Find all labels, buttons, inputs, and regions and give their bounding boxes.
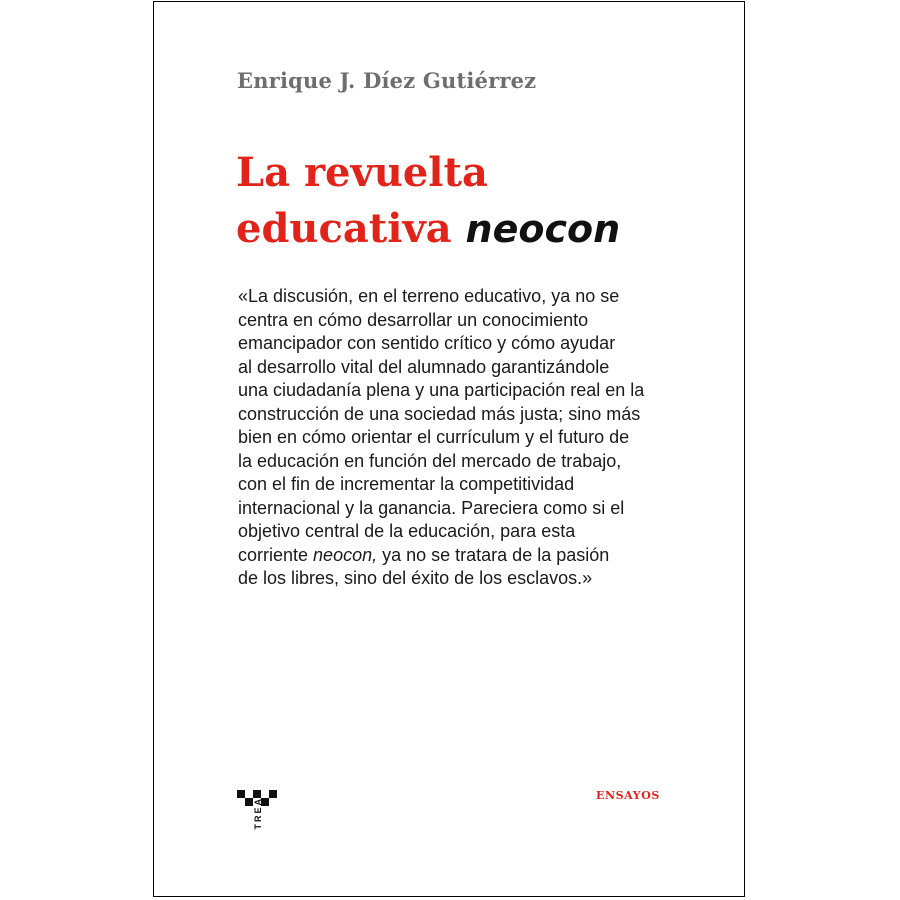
blurb-line: la educación en función del mercado de trabajo, [238, 450, 622, 471]
blurb-line: emancipador con sentido crítico y cómo ayudar [238, 333, 616, 353]
logo-square-icon [237, 790, 245, 798]
blurb-text: corriente [238, 544, 314, 565]
author-name: Enrique J. Díez Gutiérrez [237, 68, 537, 93]
blurb-line: centra en cómo desarrollar un conocimiento [238, 309, 589, 330]
blurb-line: construcción de una sociedad más justa; sino más [238, 403, 641, 424]
title-word-educativa: educativa [236, 205, 452, 252]
publisher-logo [237, 790, 281, 846]
back-blurb [238, 285, 708, 591]
blurb-line: bien en cómo orientar el currículum y el futuro de [238, 427, 630, 447]
blurb-italic-neocon: neocon, [313, 544, 378, 565]
blurb-line: de los libres, sino del éxito de los esclavos.» [238, 568, 593, 588]
blurb-line: objetivo central de la educación, para esta [238, 521, 576, 541]
title-line-2 [236, 201, 620, 257]
book-title [236, 145, 620, 257]
blurb-line: al desarrollo vital del alumnado garantizándole [238, 356, 610, 377]
blurb-line: una ciudadanía plena y una participación real en la [238, 380, 645, 400]
book-cover [153, 1, 745, 897]
blurb-line: «La discusión, en el terreno educativo, ya no se [238, 286, 620, 306]
blurb-line [238, 544, 708, 568]
logo-square-icon [269, 790, 277, 798]
publisher-name: TREA [253, 797, 263, 830]
blurb-line: con el fin de incrementar la competitividad [238, 474, 575, 494]
blurb-line: internacional y la ganancia. Pareciera como si el [238, 497, 625, 518]
logo-square-icon [245, 798, 253, 806]
blurb-text: ya no se tratara de la pasión [377, 544, 610, 565]
series-label: ENSAYOS [596, 789, 660, 802]
title-line-1: La revuelta [236, 149, 488, 196]
title-word-neocon: neocon [465, 207, 621, 251]
